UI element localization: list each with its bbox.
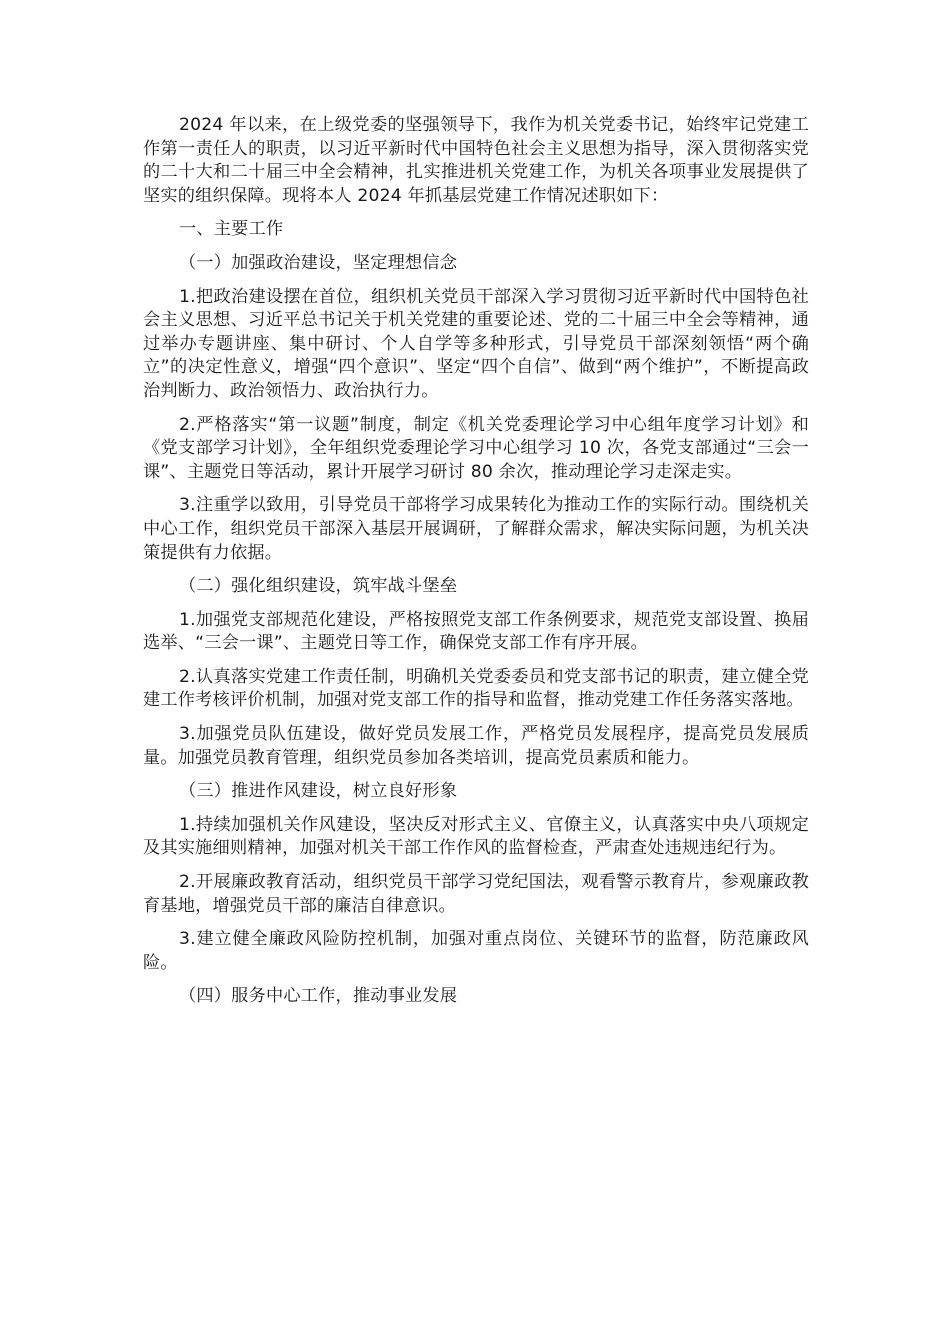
body-paragraph: 3.建立健全廉政风险防控机制，加强对重点岗位、关键环节的监督，防范廉政风险。: [143, 929, 809, 973]
body-paragraph: 1.加强党支部规范化建设，严格按照党支部工作条例要求，规范党支部设置、换届选举、“三会一课”、主题党日等工作，确保党支部工作有序开展。: [143, 609, 809, 654]
section-title: 一、主要工作: [179, 219, 284, 240]
body-paragraph: 2.严格落实“第一议题”制度，制定《机关党委理论学习中心组年度学习计划》和《党支部学习计划》，全年组织党委理论学习中心组学习 10 次，各党支部通过“三会一课”、主题党日等活动，累计开展学习研讨 80 余次，推动理论学习走深走实。: [143, 414, 809, 482]
subsection-title: （一）加强政治建设，坚定理想信念: [179, 252, 458, 273]
body-paragraph: 3.加强党员队伍建设，做好党员发展工作，严格党员发展程序，提高党员发展质量。加强党员教育管理，组织党员参加各类培训，提高党员素质和能力。: [143, 724, 809, 768]
subsection-title: （三）推进作风建设，树立良好形象: [179, 781, 458, 802]
body-paragraph: 1.持续加强机关作风建设，坚决反对形式主义、官僚主义，认真落实中央八项规定及其实施细则精神，加强对机关干部工作作风的监督检查，严肃查处违规违纪行为。: [143, 814, 809, 859]
body-paragraph: 2.认真落实党建工作责任制，明确机关党委委员和党支部书记的职责，建立健全党建工作考核评价机制，加强对党支部工作的指导和监督，推动党建工作任务落实落地。: [143, 666, 809, 711]
document-page: [143, 114, 809, 1019]
subsection-title: （二）强化组织建设，筑牢战斗堡垒: [179, 576, 458, 597]
body-paragraph: 1.把政治建设摆在首位，组织机关党员干部深入学习贯彻习近平新时代中国特色社会主义思想、习近平总书记关于机关党建的重要论述、党的二十届三中全会等精神，通过举办专题讲座、集中研讨、个人自学等多种形式，引导党员干部深刻领悟“两个确立”的决定性意义，增强“四个意识”、坚定“四个自信”、做到“两个维护”，不断提高政治判断力、政治领悟力、政治执行力。: [143, 286, 809, 401]
body-paragraph: 3.注重学以致用，引导党员干部将学习成果转化为推动工作的实际行动。围绕机关中心工作，组织党员干部深入基层开展调研，了解群众需求，解决实际问题，为机关决策提供有力依据。: [143, 495, 809, 563]
subsection-title: （四）服务中心工作，推动事业发展: [179, 986, 458, 1007]
body-paragraph: 2.开展廉政教育活动，组织党员干部学习党纪国法，观看警示教育片，参观廉政教育基地，增强党员干部的廉洁自律意识。: [143, 872, 809, 916]
intro-paragraph: 2024 年以来，在上级党委的坚强领导下，我作为机关党委书记，始终牢记党建工作第一责任人的职责，以习近平新时代中国特色社会主义思想为指导，深入贯彻落实党的二十大和二十届三中全会精神，扎实推进机关党建工作，为机关各项事业发展提供了坚实的组织保障。现将本人 2024 年抓基层党建工作情况述职如下：: [143, 115, 809, 206]
